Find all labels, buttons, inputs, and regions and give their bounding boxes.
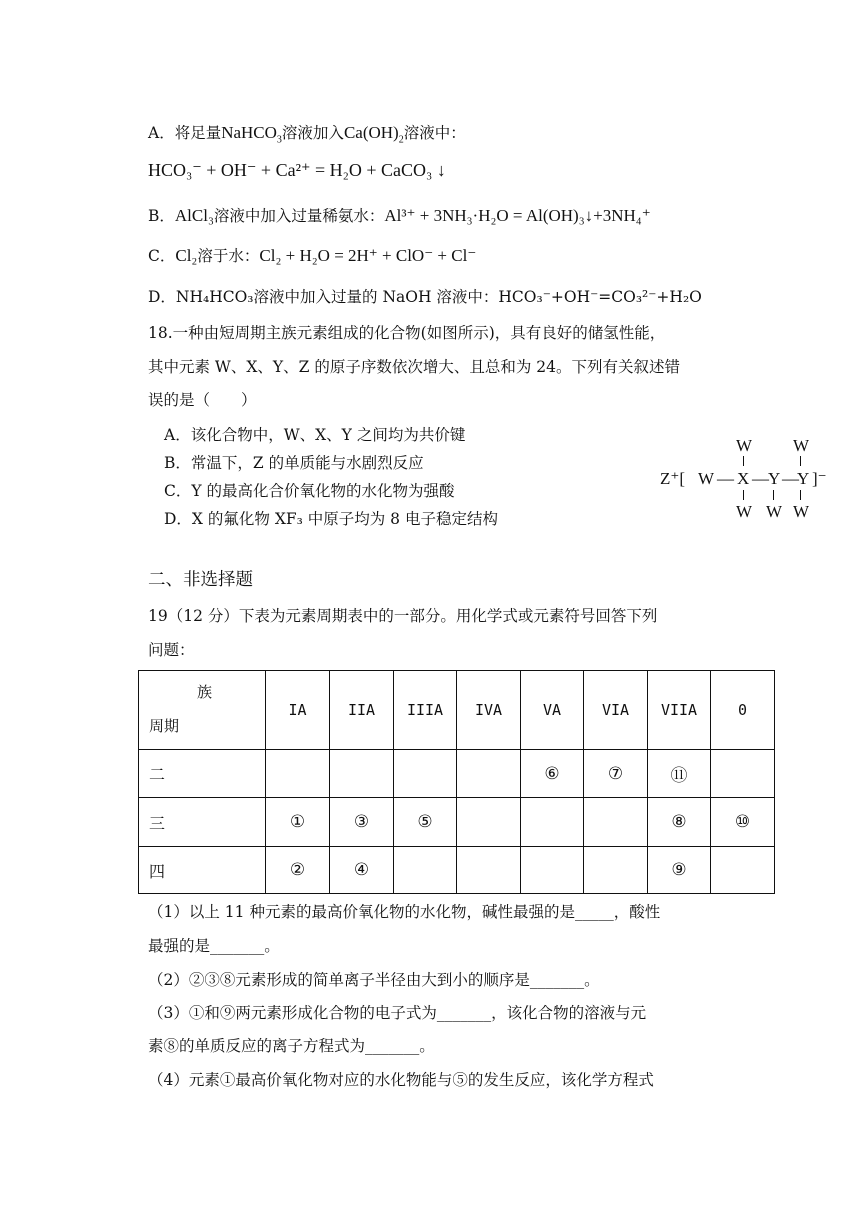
table-cell: ⑤ xyxy=(394,798,457,847)
table-cell xyxy=(711,847,775,894)
table-cell xyxy=(266,750,330,798)
table-cell: ① xyxy=(266,798,330,847)
struct-w-left: W xyxy=(698,469,715,488)
struct-x: X xyxy=(737,469,750,488)
table-cell xyxy=(521,798,584,847)
struct-w-bottom-x: W xyxy=(736,502,753,521)
struct-bond-vertical xyxy=(800,490,801,500)
table-cell xyxy=(711,750,775,798)
table-cell xyxy=(584,847,648,894)
table-corner-cell xyxy=(139,671,266,750)
corner-group-label: 族 xyxy=(197,683,213,701)
q17-option-d: D．NH₄HCO₃溶液中加入过量的 NaOH 溶液中：HCO₃⁻+OH⁻=CO₃²⁻+H₂O xyxy=(148,288,702,306)
struct-bond-vertical xyxy=(743,456,744,466)
struct-bond-vertical xyxy=(800,456,801,466)
q17-b-mid: 溶液中加入过量稀氨水： xyxy=(213,207,385,225)
q18-option-b: B．常温下，Z 的单质能与水剧烈反应 xyxy=(164,454,424,472)
q18-stem-line3: 误的是（ ） xyxy=(148,391,257,409)
table-cell: ⑦ xyxy=(584,750,648,798)
q19-part-1a: （1）以上 11 种元素的最高价氧化物的水化物，碱性最强的是_____，酸性 xyxy=(148,903,661,921)
table-cell: ⑩ xyxy=(711,798,775,847)
period-label: 二 xyxy=(139,750,266,798)
table-cell: ⑥ xyxy=(521,750,584,798)
table-cell xyxy=(521,847,584,894)
table-row xyxy=(139,847,775,894)
header-0: 0 xyxy=(711,671,775,750)
periodic-table-excerpt xyxy=(138,670,775,894)
q17-a-equation: HCO₃⁻ + OH⁻ + Ca²⁺ = H₂O + CaCO₃ ↓ xyxy=(148,160,446,180)
q19-part-3b: 素⑧的单质反应的离子方程式为_______。 xyxy=(148,1037,435,1055)
struct-w-bottom-y1: W xyxy=(766,502,783,521)
q19-part-2: （2）②③⑧元素形成的简单离子半径由大到小的顺序是_______。 xyxy=(148,971,600,989)
struct-cation: Z⁺[ xyxy=(660,469,686,488)
compound-structure-diagram xyxy=(660,436,827,526)
table-cell xyxy=(584,798,648,847)
q17-b-equation: Al³⁺ + 3NH₃·H₂O = Al(OH)₃↓+3NH₄⁺ xyxy=(384,206,651,225)
q19-stem-line1: 19（12 分）下表为元素周期表中的一部分。用化学式或元素符号回答下列 xyxy=(148,607,658,625)
period-label: 四 xyxy=(139,847,266,894)
struct-bond: — xyxy=(752,469,769,488)
struct-bond: — xyxy=(782,469,799,488)
table-cell xyxy=(457,798,521,847)
q17-option-a xyxy=(148,121,466,145)
struct-anion-close: ]⁻ xyxy=(812,469,827,488)
struct-w-top-x: W xyxy=(736,436,753,455)
table-header-row xyxy=(139,671,775,750)
header-iia: IIA xyxy=(330,671,394,750)
table-row xyxy=(139,750,775,798)
q17-c-reagent: Cl₂ xyxy=(175,246,198,265)
table-cell xyxy=(457,750,521,798)
struct-y2: Y xyxy=(797,469,810,488)
header-va: VA xyxy=(521,671,584,750)
header-ia: IA xyxy=(266,671,330,750)
q18-option-c: C．Y 的最高化合价氧化物的水化物为强酸 xyxy=(164,482,455,500)
q18-stem-line1: 18.一种由短周期主族元素组成的化合物(如图所示)，具有良好的储氢性能， xyxy=(148,324,666,342)
q17-a-reagent1: NaHCO$_3$ xyxy=(221,123,282,146)
table-cell: ⑧ xyxy=(648,798,711,847)
table-cell xyxy=(394,750,457,798)
header-iva: IVA xyxy=(457,671,521,750)
corner-period-label: 周期 xyxy=(149,717,180,735)
q19-part-1b: 最强的是_______。 xyxy=(148,937,280,955)
q18-option-a: A．该化合物中，W、X、Y 之间均为共价键 xyxy=(164,426,466,444)
header-iiia: IIIA xyxy=(394,671,457,750)
table-cell: ⑪ xyxy=(648,750,711,798)
q17-a-suffix: 溶液中： xyxy=(403,124,466,142)
header-via: VIA xyxy=(584,671,648,750)
table-cell xyxy=(330,750,394,798)
q17-a-prefix: A．将足量 xyxy=(148,124,222,142)
q17-a-reagent2: $Ca(OH)_2$ xyxy=(343,123,404,146)
struct-bond: — xyxy=(717,469,734,488)
q17-a-mid: 溶液加入 xyxy=(281,124,344,142)
q17-c-prefix: C． xyxy=(148,247,176,265)
header-viia: VIIA xyxy=(648,671,711,750)
struct-w-bottom-y2: W xyxy=(793,502,810,521)
table-cell: ④ xyxy=(330,847,394,894)
q18-option-d: D．X 的氟化物 XF₃ 中原子均为 8 电子稳定结构 xyxy=(164,510,498,528)
struct-bond-vertical xyxy=(773,490,774,500)
table-cell: ③ xyxy=(330,798,394,847)
struct-w-top-y: W xyxy=(793,436,810,455)
q17-c-equation: Cl₂ + H₂O = 2H⁺ + ClO⁻ + Cl⁻ xyxy=(259,246,477,265)
table-cell xyxy=(394,847,457,894)
struct-y1: Y xyxy=(768,469,781,488)
q17-b-prefix: B． xyxy=(148,207,175,225)
q18-stem-line2: 其中元素 W、X、Y、Z 的原子序数依次增大、且总和为 24。下列有关叙述错 xyxy=(148,358,680,376)
struct-bond-vertical xyxy=(743,490,744,500)
q19-part-4: （4）元素①最高价氧化物对应的水化物能与⑤的发生反应，该化学方程式 xyxy=(148,1071,654,1089)
q17-option-b xyxy=(148,204,651,226)
table-cell xyxy=(457,847,521,894)
q19-stem-line2: 问题： xyxy=(148,641,195,659)
q19-part-3a: （3）①和⑨两元素形成化合物的电子式为_______，该化合物的溶液与元 xyxy=(148,1004,647,1022)
q17-c-mid: 溶于水： xyxy=(197,247,260,265)
q17-option-c xyxy=(148,244,476,266)
table-row xyxy=(139,798,775,847)
section-title: 二、非选择题 xyxy=(148,570,253,590)
q17-b-reagent: AlCl₃ xyxy=(174,206,214,225)
table-cell: ② xyxy=(266,847,330,894)
table-cell: ⑨ xyxy=(648,847,711,894)
period-label: 三 xyxy=(139,798,266,847)
